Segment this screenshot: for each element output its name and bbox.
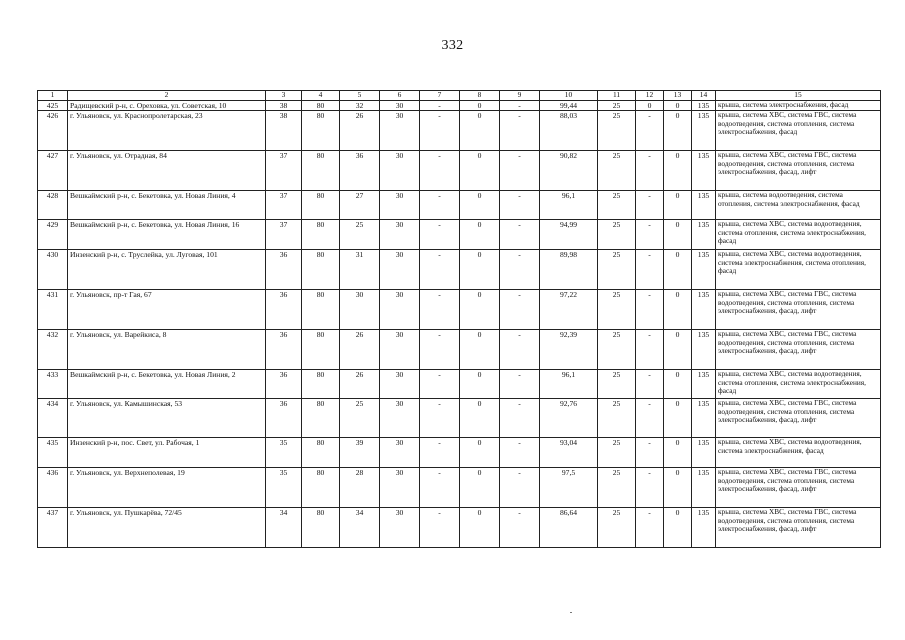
cell-address: г. Ульяновск, ул. Отрадная, 84 [68, 151, 266, 191]
cell-address: Инзенский р-н, с. Труслейка, ул. Луговая, 101 [68, 250, 266, 290]
page-number: 332 [441, 38, 464, 53]
cell-col-9: - [500, 111, 540, 151]
cell-col-11: 25 [598, 468, 636, 508]
cell-col-12: - [636, 370, 664, 399]
cell-col-10: 86,64 [540, 508, 598, 548]
cell-work-types: крыша, система ХВС, система ГВС, система водоотведения, система отопления, система электроснабжения, фасад, лифт [716, 330, 881, 370]
cell-col-4: 80 [302, 468, 340, 508]
cell-col-4: 80 [302, 399, 340, 438]
cell-col-11: 25 [598, 290, 636, 330]
cell-col-8: 0 [460, 191, 500, 220]
table-row [38, 111, 881, 151]
table-row [38, 330, 881, 370]
cell-address: Вешкаймский р-н, с. Бекетовка, ул. Новая Линия, 2 [68, 370, 266, 399]
cell-col-7: - [420, 399, 460, 438]
cell-address: Инзенский р-н, пос. Свет, ул. Рабочая, 1 [68, 438, 266, 468]
column-header: 12 [636, 91, 664, 101]
cell-row-number: 435 [38, 438, 68, 468]
cell-col-6: 30 [380, 330, 420, 370]
cell-col-3: 36 [266, 330, 302, 370]
cell-col-8: 0 [460, 290, 500, 330]
cell-address: г. Ульяновск, ул. Верхнеполевая, 19 [68, 468, 266, 508]
cell-col-7: - [420, 290, 460, 330]
cell-row-number: 433 [38, 370, 68, 399]
cell-col-3: 34 [266, 508, 302, 548]
cell-col-14: 135 [692, 468, 716, 508]
column-header: 13 [664, 91, 692, 101]
cell-col-5: 26 [340, 330, 380, 370]
cell-col-4: 80 [302, 330, 340, 370]
cell-col-6: 30 [380, 220, 420, 250]
cell-col-8: 0 [460, 330, 500, 370]
cell-col-7: - [420, 151, 460, 191]
cell-col-5: 30 [340, 290, 380, 330]
cell-col-7: - [420, 220, 460, 250]
cell-col-14: 135 [692, 438, 716, 468]
cell-col-3: 38 [266, 101, 302, 111]
cell-col-3: 37 [266, 220, 302, 250]
cell-col-5: 32 [340, 101, 380, 111]
column-header: 9 [500, 91, 540, 101]
table-row [38, 151, 881, 191]
table-row [38, 101, 881, 111]
cell-col-3: 37 [266, 151, 302, 191]
table-row [38, 191, 881, 220]
cell-row-number: 431 [38, 290, 68, 330]
cell-col-7: - [420, 250, 460, 290]
cell-address: г. Ульяновск, ул. Варейкиса, 8 [68, 330, 266, 370]
cell-col-14: 135 [692, 220, 716, 250]
cell-row-number: 430 [38, 250, 68, 290]
cell-work-types: крыша, система ХВС, система ГВС, система водоотведения, система отопления, система электроснабжения, фасад, лифт [716, 508, 881, 548]
table-body [38, 91, 881, 548]
cell-col-8: 0 [460, 438, 500, 468]
table-row [38, 508, 881, 548]
cell-col-3: 35 [266, 438, 302, 468]
cell-col-6: 30 [380, 290, 420, 330]
cell-col-7: - [420, 370, 460, 399]
cell-work-types: крыша, система ХВС, система ГВС, система водоотведения, система отопления, система электроснабжения, фасад, лифт [716, 151, 881, 191]
cell-address: г. Ульяновск, пр-т Гая, 67 [68, 290, 266, 330]
cell-col-13: 0 [664, 468, 692, 508]
cell-row-number: 425 [38, 101, 68, 111]
cell-address: г. Ульяновск, ул. Камышинская, 53 [68, 399, 266, 438]
cell-col-5: 25 [340, 399, 380, 438]
cell-col-4: 80 [302, 191, 340, 220]
cell-address: Вешкаймский р-н, с. Бекетовка, ул. Новая Линия, 16 [68, 220, 266, 250]
cell-col-5: 26 [340, 111, 380, 151]
cell-col-8: 0 [460, 111, 500, 151]
column-header: 6 [380, 91, 420, 101]
cell-col-12: - [636, 290, 664, 330]
cell-col-14: 135 [692, 399, 716, 438]
cell-work-types: крыша, система ХВС, система водоотведения, система отопления, система электроснабжения, фасад [716, 370, 881, 399]
cell-col-9: - [500, 101, 540, 111]
cell-col-3: 37 [266, 191, 302, 220]
cell-col-12: - [636, 438, 664, 468]
cell-col-7: - [420, 101, 460, 111]
cell-col-5: 28 [340, 468, 380, 508]
cell-col-8: 0 [460, 370, 500, 399]
cell-col-10: 97,22 [540, 290, 598, 330]
column-header: 4 [302, 91, 340, 101]
cell-col-14: 135 [692, 508, 716, 548]
column-header: 15 [716, 91, 881, 101]
cell-col-13: 0 [664, 151, 692, 191]
cell-work-types: крыша, система ХВС, система ГВС, система водоотведения, система отопления, система электроснабжения, фасад [716, 111, 881, 151]
cell-col-10: 88,03 [540, 111, 598, 151]
cell-work-types: крыша, система ХВС, система ГВС, система водоотведения, система отопления, система электроснабжения, фасад, лифт [716, 290, 881, 330]
cell-col-3: 35 [266, 468, 302, 508]
cell-col-13: 0 [664, 111, 692, 151]
cell-col-10: 99,44 [540, 101, 598, 111]
cell-col-13: 0 [664, 399, 692, 438]
cell-col-9: - [500, 399, 540, 438]
cell-col-12: - [636, 399, 664, 438]
cell-col-4: 80 [302, 220, 340, 250]
cell-row-number: 436 [38, 468, 68, 508]
column-header: 8 [460, 91, 500, 101]
cell-col-8: 0 [460, 250, 500, 290]
cell-col-7: - [420, 111, 460, 151]
table-row [38, 468, 881, 508]
cell-col-4: 80 [302, 438, 340, 468]
cell-col-13: 0 [664, 330, 692, 370]
cell-col-11: 25 [598, 220, 636, 250]
cell-col-7: - [420, 191, 460, 220]
cell-col-10: 89,98 [540, 250, 598, 290]
cell-col-7: - [420, 330, 460, 370]
cell-work-types: крыша, система ХВС, система водоотведения, система электроснабжения, система отопления, фасад [716, 250, 881, 290]
cell-col-5: 36 [340, 151, 380, 191]
cell-work-types: крыша, система водоотведения, система отопления, система электроснабжения, фасад [716, 191, 881, 220]
cell-col-12: - [636, 191, 664, 220]
cell-col-10: 97,5 [540, 468, 598, 508]
cell-row-number: 428 [38, 191, 68, 220]
cell-col-9: - [500, 438, 540, 468]
cell-row-number: 426 [38, 111, 68, 151]
cell-row-number: 429 [38, 220, 68, 250]
cell-col-6: 30 [380, 250, 420, 290]
cell-col-12: - [636, 468, 664, 508]
cell-col-8: 0 [460, 468, 500, 508]
cell-col-4: 80 [302, 508, 340, 548]
cell-row-number: 432 [38, 330, 68, 370]
housing-repair-table [37, 90, 881, 548]
cell-col-14: 135 [692, 101, 716, 111]
cell-col-12: - [636, 250, 664, 290]
cell-work-types: крыша, система ХВС, система водоотведения, система электроснабжения, фасад [716, 438, 881, 468]
column-header: 5 [340, 91, 380, 101]
column-header: 3 [266, 91, 302, 101]
cell-col-9: - [500, 468, 540, 508]
column-header-row [38, 91, 881, 101]
cell-col-11: 25 [598, 191, 636, 220]
cell-col-13: 0 [664, 508, 692, 548]
cell-row-number: 434 [38, 399, 68, 438]
table-row [38, 220, 881, 250]
cell-col-12: 0 [636, 101, 664, 111]
cell-col-6: 30 [380, 111, 420, 151]
cell-address: г. Ульяновск, ул. Краснопролетарская, 23 [68, 111, 266, 151]
cell-col-10: 92,39 [540, 330, 598, 370]
cell-col-9: - [500, 508, 540, 548]
cell-col-3: 36 [266, 290, 302, 330]
cell-work-types: крыша, система ХВС, система ГВС, система водоотведения, система отопления, система электроснабжения, фасад, лифт [716, 399, 881, 438]
cell-col-13: 0 [664, 101, 692, 111]
cell-col-3: 36 [266, 250, 302, 290]
cell-col-14: 135 [692, 111, 716, 151]
cell-work-types: крыша, система ХВС, система ГВС, система водоотведения, система отопления, система электроснабжения, фасад, лифт [716, 468, 881, 508]
cell-col-11: 25 [598, 250, 636, 290]
table-row [38, 250, 881, 290]
cell-col-9: - [500, 290, 540, 330]
scan-speck [570, 612, 572, 613]
cell-row-number: 427 [38, 151, 68, 191]
cell-col-12: - [636, 111, 664, 151]
cell-col-11: 25 [598, 399, 636, 438]
cell-col-11: 25 [598, 330, 636, 370]
cell-col-14: 135 [692, 370, 716, 399]
cell-col-3: 36 [266, 370, 302, 399]
cell-col-9: - [500, 220, 540, 250]
cell-col-6: 30 [380, 101, 420, 111]
cell-work-types: крыша, система электроснабжения, фасад [716, 101, 881, 111]
cell-col-5: 39 [340, 438, 380, 468]
cell-col-5: 31 [340, 250, 380, 290]
cell-col-4: 80 [302, 101, 340, 111]
cell-col-14: 135 [692, 151, 716, 191]
cell-col-5: 26 [340, 370, 380, 399]
cell-col-8: 0 [460, 220, 500, 250]
table-row [38, 399, 881, 438]
cell-col-10: 90,82 [540, 151, 598, 191]
table-row [38, 438, 881, 468]
cell-col-6: 30 [380, 508, 420, 548]
cell-col-14: 135 [692, 330, 716, 370]
cell-col-13: 0 [664, 290, 692, 330]
cell-col-5: 34 [340, 508, 380, 548]
cell-col-7: - [420, 468, 460, 508]
cell-col-13: 0 [664, 250, 692, 290]
cell-col-6: 30 [380, 438, 420, 468]
column-header: 7 [420, 91, 460, 101]
cell-col-9: - [500, 191, 540, 220]
cell-address: г. Ульяновск, ул. Пушкарёва, 72/45 [68, 508, 266, 548]
cell-col-8: 0 [460, 508, 500, 548]
cell-address: Радищевский р-н, с. Ореховка, ул. Советская, 10 [68, 101, 266, 111]
cell-col-14: 135 [692, 290, 716, 330]
column-header: 1 [38, 91, 68, 101]
cell-col-5: 27 [340, 191, 380, 220]
cell-col-9: - [500, 370, 540, 399]
cell-col-6: 30 [380, 468, 420, 508]
cell-row-number: 437 [38, 508, 68, 548]
cell-col-13: 0 [664, 438, 692, 468]
cell-col-12: - [636, 151, 664, 191]
cell-col-8: 0 [460, 399, 500, 438]
cell-col-9: - [500, 151, 540, 191]
cell-col-4: 80 [302, 370, 340, 399]
cell-col-10: 93,04 [540, 438, 598, 468]
cell-col-6: 30 [380, 370, 420, 399]
column-header: 10 [540, 91, 598, 101]
cell-col-10: 96,1 [540, 370, 598, 399]
cell-col-8: 0 [460, 151, 500, 191]
cell-col-12: - [636, 220, 664, 250]
cell-col-3: 38 [266, 111, 302, 151]
cell-col-12: - [636, 330, 664, 370]
column-header: 14 [692, 91, 716, 101]
cell-col-13: 0 [664, 220, 692, 250]
cell-col-4: 80 [302, 290, 340, 330]
cell-col-5: 25 [340, 220, 380, 250]
cell-col-11: 25 [598, 151, 636, 191]
cell-col-11: 25 [598, 438, 636, 468]
column-header: 11 [598, 91, 636, 101]
cell-col-3: 36 [266, 399, 302, 438]
cell-col-10: 96,1 [540, 191, 598, 220]
cell-col-11: 25 [598, 111, 636, 151]
cell-col-10: 92,76 [540, 399, 598, 438]
cell-col-4: 80 [302, 151, 340, 191]
cell-col-11: 25 [598, 370, 636, 399]
cell-col-9: - [500, 330, 540, 370]
cell-col-14: 135 [692, 250, 716, 290]
cell-col-11: 25 [598, 101, 636, 111]
cell-col-13: 0 [664, 370, 692, 399]
cell-col-11: 25 [598, 508, 636, 548]
cell-col-10: 94,99 [540, 220, 598, 250]
cell-col-7: - [420, 438, 460, 468]
table-row [38, 290, 881, 330]
cell-col-6: 30 [380, 151, 420, 191]
cell-col-13: 0 [664, 191, 692, 220]
cell-col-6: 30 [380, 399, 420, 438]
cell-col-8: 0 [460, 101, 500, 111]
cell-col-6: 30 [380, 191, 420, 220]
cell-col-14: 135 [692, 191, 716, 220]
cell-col-12: - [636, 508, 664, 548]
cell-col-4: 80 [302, 111, 340, 151]
cell-col-9: - [500, 250, 540, 290]
table-row [38, 370, 881, 399]
cell-address: Вешкаймский р-н, с. Бекетовка, ул. Новая Линия, 4 [68, 191, 266, 220]
column-header: 2 [68, 91, 266, 101]
cell-work-types: крыша, система ХВС, система водоотведения, система отопления, система электроснабжения, фасад [716, 220, 881, 250]
cell-col-7: - [420, 508, 460, 548]
cell-col-4: 80 [302, 250, 340, 290]
